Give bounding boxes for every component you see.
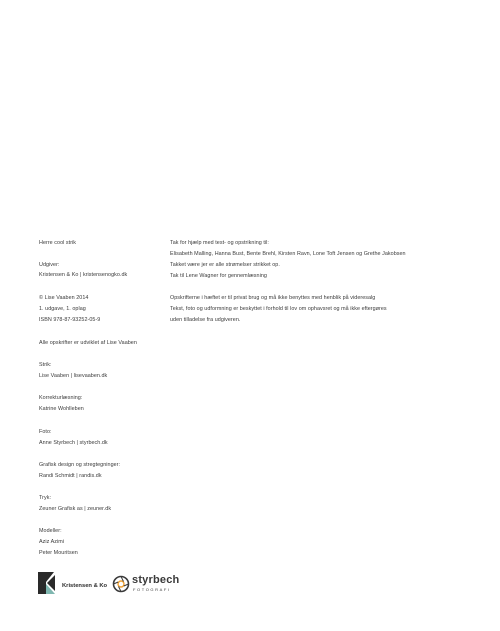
thanks-line: Tak til Lene Wagner for gennemlæsning <box>170 273 267 279</box>
styrbech-logo-name: styrbech <box>132 574 180 586</box>
print-label: Tryk: <box>39 495 52 501</box>
book-title: Herre cool strik <box>39 240 77 246</box>
legal-line: Tekst, foto og udformning er beskyttet i forhold til lov om ophavsret og må ikke eftergøres <box>170 306 387 312</box>
aperture-icon <box>112 575 130 593</box>
kristensen-ko-mark-icon <box>38 572 60 594</box>
proofreading-label: Korrekturlæsning: <box>39 395 83 401</box>
photo-label: Foto: <box>39 429 52 435</box>
designs-note: Alle opskrifter er udviklet af Lise Vaaben <box>39 340 137 346</box>
legal-line: uden tilladelse fra udgiveren. <box>170 317 241 323</box>
styrbech-logo <box>112 573 180 595</box>
knitting-label: Strik: <box>39 362 52 368</box>
proofreading-credit: Katrine Wohlleben <box>39 406 84 412</box>
kristensen-ko-logo-text: Kristensen & Ko <box>62 583 108 589</box>
edition: 1. udgave, 1. oplag <box>39 306 86 312</box>
knitting-credit: Lise Vaaben | lisevaaben.dk <box>39 373 108 379</box>
print-credit: Zeuner Grafisk as | zeuner.dk <box>39 506 112 512</box>
styrbech-logo-sub: FOTOGRAFI <box>133 587 171 592</box>
model-name: Peter Mouritsen <box>39 550 78 556</box>
isbn: ISBN 978-87-93252-05-9 <box>39 317 101 323</box>
models-label: Modeller: <box>39 528 62 534</box>
thanks-line: Takket være jer er alle strømelser strikket op. <box>170 262 280 268</box>
thanks-line: Elisabeth Malling, Hanna Bust, Bente Brehl, Kirsten Ravn, Lone Toft Jensen og Grethe Jakobsen <box>170 251 406 257</box>
kristensen-ko-logo <box>38 572 108 594</box>
design-label: Grafisk design og stregtegninger: <box>39 462 121 468</box>
design-credit: Randi Schmidt | randis.dk <box>39 473 102 479</box>
publisher: Kristensen & Ko | kristensenogko.dk <box>39 272 128 278</box>
thanks-line: Tak for hjælp med test- og opstrikning til: <box>170 240 269 246</box>
legal-line: Opskrifterne i hæftet er til privat brug og må ikke benyttes med henblik på videresalg <box>170 295 376 301</box>
model-name: Aziz Azimi <box>39 539 65 545</box>
photo-credit: Anne Styrbech | styrbech.dk <box>39 440 108 446</box>
publisher-label: Udgiver: <box>39 262 60 268</box>
copyright: © Lise Vaaben 2014 <box>39 295 89 301</box>
